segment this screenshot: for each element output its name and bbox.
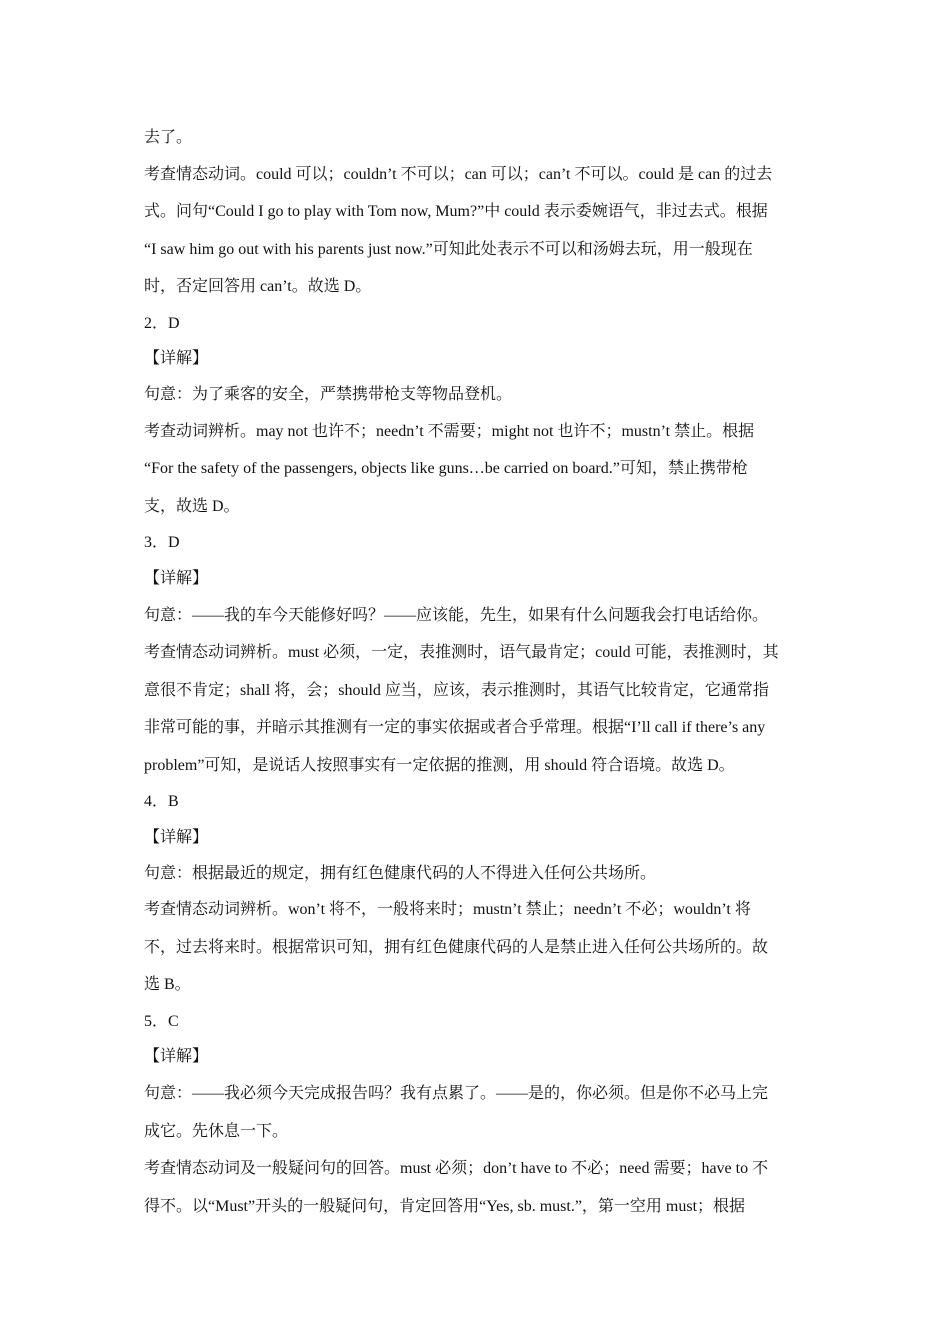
sentence-meaning: 句意：为了乘客的安全，严禁携带枪支等物品登机。	[144, 386, 513, 404]
text-line: 支，故选 D。	[144, 497, 240, 515]
sentence-meaning: 句意：——我必须今天完成报告吗？我有点累了。——是的，你必须。但是你不必马上完	[144, 1085, 769, 1103]
text-line: 考查情态动词及一般疑问句的回答。must 必须；don’t have to 不必；need 需要；have to 不	[144, 1160, 769, 1178]
text-line: 考查动词辨析。may not 也许不；needn’t 不需要；might not 也许不；mustn’t 禁止。根据	[144, 422, 755, 440]
text-line: 不，过去将来时。根据常识可知，拥有红色健康代码的人是禁止进入任何公共场所的。故	[144, 938, 769, 956]
text-line: problem”可知，是说话人按照事实有一定依据的推测，用 should 符合语境。故选 D。	[144, 756, 735, 774]
sentence-meaning: 句意：根据最近的规定，拥有红色健康代码的人不得进入任何公共场所。	[144, 864, 657, 882]
text-line: 时，否定回答用 can’t。故选 D。	[144, 278, 372, 296]
section-heading: 【详解】	[144, 828, 209, 846]
text-line: 考查情态动词辨析。must 必须，一定，表推测时，语气最肯定；could 可能，表推测时，其	[144, 644, 779, 662]
text-line: 考查情态动词辨析。won’t 将不，一般将来时；mustn’t 禁止；needn’t 不必；wouldn’t 将	[144, 901, 751, 919]
text-line: “I saw him go out with his parents just now.”可知此处表示不可以和汤姆去玩，用一般现在	[144, 240, 753, 258]
text-line: 式。问句“Could I go to play with Tom now, Mum?”中 could 表示委婉语气，非过去式。根据	[144, 203, 768, 221]
section-heading: 【详解】	[144, 569, 209, 587]
text-line: 考查情态动词。could 可以；couldn’t 不可以；can 可以；can’t 不可以。could 是 can 的过去	[144, 165, 773, 183]
text-line: 非常可能的事，并暗示其推测有一定的事实依据或者合乎常理。根据“I’ll call if there’s any	[144, 719, 766, 737]
section-heading: 【详解】	[144, 1048, 209, 1066]
answer-number: 4．B	[144, 793, 179, 811]
sentence-meaning: 句意：——我的车今天能修好吗？——应该能，先生，如果有什么问题我会打电话给你。	[144, 606, 769, 624]
text-line: 选 B。	[144, 976, 191, 994]
answer-number: 2．D	[144, 314, 180, 332]
text-line: 去了。	[144, 129, 193, 146]
text-line: “For the safety of the passengers, objects like guns…be carried on board.”可知，禁止携带枪	[144, 460, 748, 478]
answer-number: 3．D	[144, 534, 180, 552]
text-line: 成它。先休息一下。	[144, 1122, 289, 1140]
section-heading: 【详解】	[144, 350, 209, 368]
text-line: 得不。以“Must”开头的一般疑问句，肯定回答用“Yes, sb. must.”，第一空用 must；根据	[144, 1197, 746, 1215]
page-body	[144, 120, 808, 1225]
answer-number: 5．C	[144, 1012, 179, 1030]
text-line: 意很不肯定；shall 将，会；should 应当，应该，表示推测时，其语气比较肯定，它通常指	[144, 681, 769, 699]
